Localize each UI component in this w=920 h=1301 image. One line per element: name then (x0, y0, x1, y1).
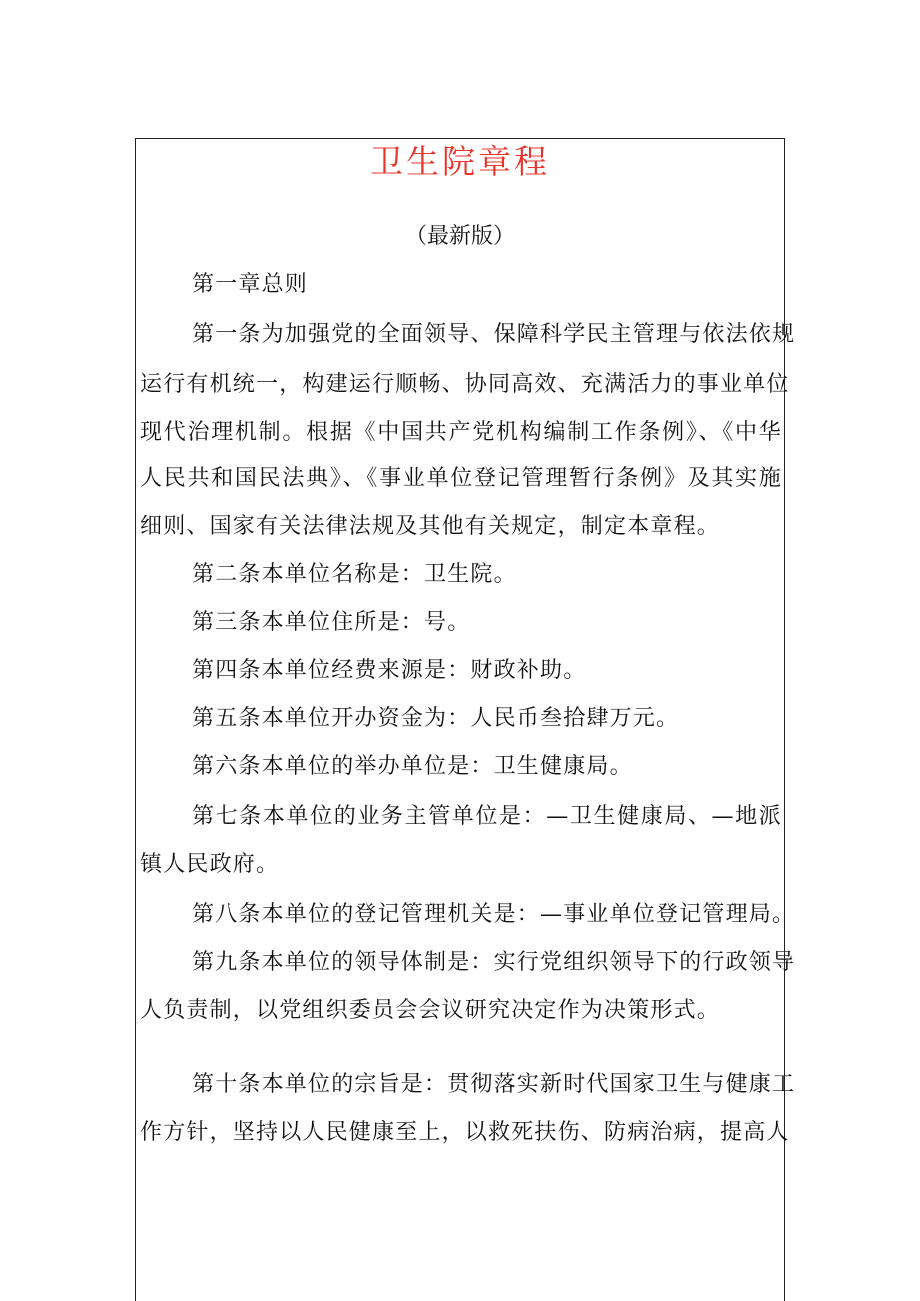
article-5: 第五条本单位开办资金为：人民币叁拾肆万元。 (192, 706, 680, 731)
chapter-heading: 第一章总则 (192, 272, 309, 297)
article-7-line-1: 第七条本单位的业务主管单位是：—卫生健康局、—地派 (192, 804, 782, 829)
article-1-line-2: 运行有机统一，构建运行顺畅、协同高效、充满活力的事业单位 (140, 372, 790, 397)
article-9-line-1: 第九条本单位的领导体制是：实行党组织领导下的行政领导 (192, 950, 796, 975)
document-title: 卫生院章程 (370, 142, 550, 181)
article-10-line-1: 第十条本单位的宗旨是：贯彻落实新时代国家卫生与健康工 (192, 1072, 796, 1097)
article-3: 第三条本单位住所是：号。 (192, 610, 471, 635)
article-7-line-2: 镇人民政府。 (140, 852, 280, 877)
document-subtitle: （最新版） (404, 224, 515, 249)
article-8: 第八条本单位的登记管理机关是：—事业单位登记管理局。 (192, 902, 796, 927)
article-10-line-2: 作方针，坚持以人民健康至上，以救死扶伤、防病治病，提高人 (140, 1120, 790, 1145)
article-2: 第二条本单位名称是：卫生院。 (192, 562, 517, 587)
article-9-line-2: 人负责制，以党组织委员会会议研究决定作为决策形式。 (140, 998, 721, 1023)
article-1-line-4: 人民共和国民法典》、《事业单位登记管理暂行条例》及其实施 (140, 466, 782, 491)
article-1-line-3: 现代治理机制。根据《中国共产党机构编制工作条例》、《中华 (140, 420, 782, 445)
article-1-line-1: 第一条为加强党的全面领导、保障科学民主管理与依法依规 (192, 322, 796, 347)
article-1-line-5: 细则、国家有关法律法规及其他有关规定，制定本章程。 (140, 514, 721, 539)
article-6: 第六条本单位的举办单位是：卫生健康局。 (192, 754, 633, 779)
article-4: 第四条本单位经费来源是：财政补助。 (192, 658, 587, 683)
